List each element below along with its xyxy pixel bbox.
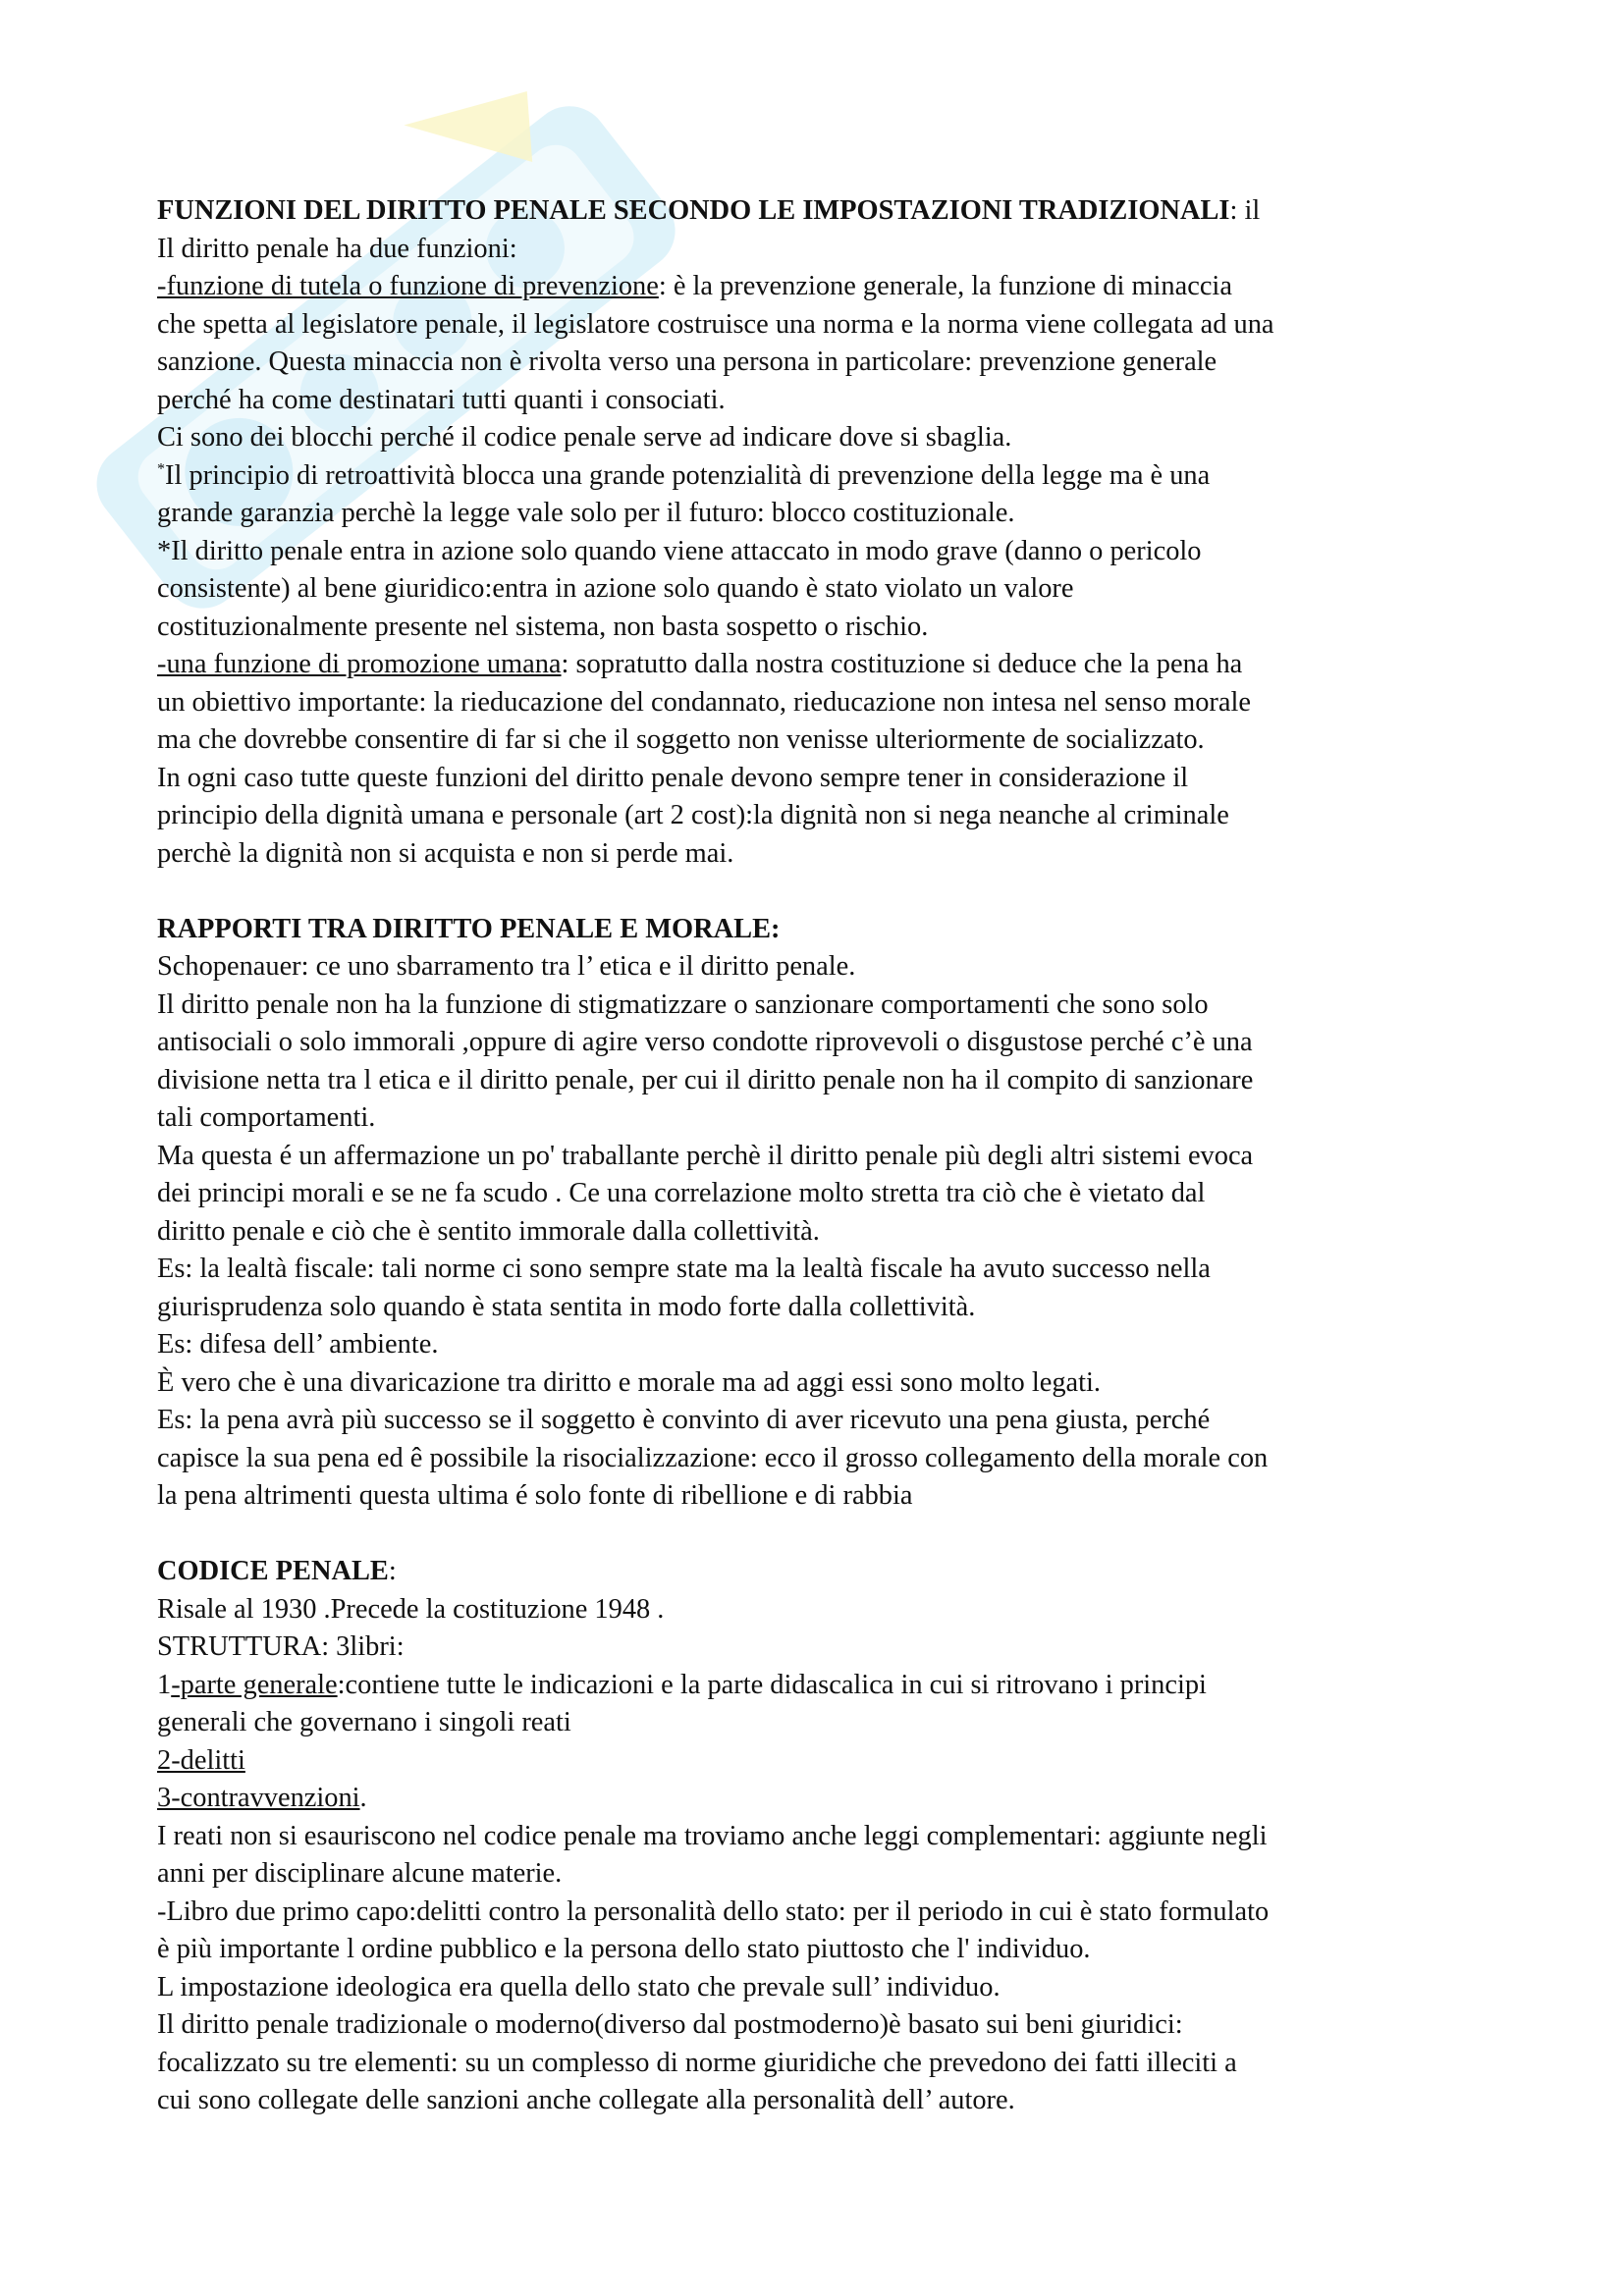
paragraph-line: che spetta al legislatore penale, il legislatore costruisce una norma e la norma viene collegata ad una — [157, 308, 1274, 340]
paragraph-line: Es: difesa dell’ ambiente. — [157, 1329, 439, 1360]
paragraph-line: generali che governano i singoli reati — [157, 1707, 571, 1737]
paragraph-line: capisce la sua pena ed ê possibile la risocializzazione: ecco il grosso collegamento della morale con — [157, 1442, 1269, 1473]
paragraph-line: cui sono collegate delle sanzioni anche collegate alla personalità dell’ autore. — [157, 2085, 1015, 2115]
paragraph-line: -Libro due primo capo:delitti contro la personalità dello stato: per il periodo in cui è stato formulato — [157, 1896, 1270, 1927]
paragraph-line: In ogni caso tutte queste funzioni del diritto penale devono sempre tener in considerazione il — [157, 762, 1189, 793]
section-heading-line: CODICE PENALE: — [157, 1556, 397, 1586]
paragraph-line: 1-parte generale:contiene tutte le indicazioni e la parte didascalica in cui si ritrovano i principi — [157, 1669, 1207, 1700]
document-page — [157, 192, 1492, 2120]
paragraph-line: I reati non si esauriscono nel codice penale ma troviamo anche leggi complementari: aggiunte negli — [157, 1820, 1268, 1851]
paragraph-line: sanzione. Questa minaccia non è rivolta verso una persona in particolare: prevenzione generale — [157, 347, 1217, 377]
paragraph-line: Ma questa é un affermazione un po' traballante perchè il diritto penale più degli altri sistemi evoca — [157, 1140, 1254, 1171]
paragraph-line: Il diritto penale non ha la funzione di stigmatizzare o sanzionare comportamenti che sono solo — [157, 988, 1209, 1020]
paragraph-line: Ci sono dei blocchi perché il codice penale serve ad indicare dove si sbaglia. — [157, 422, 1012, 453]
paragraph-line: perché ha come destinatari tutti quanti i consociati. — [157, 384, 726, 415]
paragraph-line: *Il principio di retroattività blocca una grande potenzialità di prevenzione della legge ma è una — [157, 459, 1211, 491]
section-heading-codice: CODICE PENALE — [157, 1556, 389, 1586]
section-heading-line: FUNZIONI DEL DIRITTO PENALE SECONDO LE IMPOSTAZIONI TRADIZIONALI: il — [157, 195, 1261, 226]
paragraph-line: Risale al 1930 .Precede la costituzione 1948 . — [157, 1593, 665, 1625]
paragraph-line: dei principi morali e se ne fa scudo . Ce una correlazione molto stretta tra ciò che è vietato dal — [157, 1178, 1206, 1208]
paragraph-line: L impostazione ideologica era quella dello stato che prevale sull’ individuo. — [157, 1971, 1001, 2002]
paragraph-line: tali comportamenti. — [157, 1102, 376, 1133]
paragraph-line: divisione netta tra l etica e il diritto penale, per cui il diritto penale non ha il compito di sanzionare — [157, 1064, 1254, 1095]
paragraph-line: ma che dovrebbe consentire di far si che il soggetto non venisse ulteriormente de socializzato. — [157, 724, 1205, 755]
paragraph-line: è più importante l ordine pubblico e la persona dello stato piuttosto che l' individuo. — [157, 1934, 1091, 1964]
paragraph-line: Schopenauer: ce uno sbarramento tra l’ etica e il diritto penale. — [157, 951, 856, 982]
paragraph-line: grande garanzia perchè la legge vale solo per il futuro: blocco costituzionale. — [157, 498, 1015, 528]
paragraph-line: STRUTTURA: 3libri: — [157, 1631, 405, 1662]
underlined-term: -funzione di tutela o funzione di prevenzione — [157, 271, 659, 301]
paragraph-line: -una funzione di promozione umana: sopratutto dalla nostra costituzione si deduce che la pena ha — [157, 649, 1243, 679]
paragraph-line: diritto penale e ciò che è sentito immorale dalla collettività. — [157, 1215, 820, 1247]
paragraph-line: principio della dignità umana e personale (art 2 cost):la dignità non si nega neanche al criminale — [157, 800, 1229, 830]
underlined-term: -una funzione di promozione umana — [157, 649, 562, 679]
paragraph-line: giurisprudenza solo quando è stata sentita in modo forte dalla collettività. — [157, 1291, 976, 1322]
paragraph-gap — [157, 1516, 1492, 1554]
paragraph-line: Es: la lealtà fiscale: tali norme ci sono sempre state ma la lealtà fiscale ha avuto successo nella — [157, 1254, 1211, 1284]
paragraph-line: perchè la dignità non si acquista e non si perde mai. — [157, 837, 734, 869]
paragraph-line: anni per disciplinare alcune materie. — [157, 1858, 563, 1889]
paragraph-line: Il diritto penale tradizionale o moderno(diverso dal postmoderno)è basato sui beni giuridici: — [157, 2009, 1183, 2040]
paragraph-line: Es: la pena avrà più successo se il soggetto è convinto di aver ricevuto una pena giusta, perché — [157, 1405, 1211, 1435]
paragraph-line: È vero che è una divaricazione tra diritto e morale ma ad aggi essi sono molto legati. — [157, 1366, 1101, 1398]
underlined-term: -parte generale — [171, 1669, 338, 1700]
section-heading-funzioni: FUNZIONI DEL DIRITTO PENALE SECONDO LE IMPOSTAZIONI TRADIZIONALI — [157, 195, 1230, 226]
paragraph-line: consistente) al bene giuridico:entra in azione solo quando è stato violato un valore — [157, 573, 1074, 604]
paragraph-line: focalizzato su tre elementi: su un complesso di norme giuridiche che prevedono dei fatti illeciti a — [157, 2047, 1237, 2078]
paragraph-line: -funzione di tutela o funzione di prevenzione: è la prevenzione generale, la funzione di minaccia — [157, 271, 1232, 301]
paragraph-line: antisociali o solo immorali ,oppure di agire verso condotte riprovevoli o disgustose perché c’è una — [157, 1027, 1253, 1057]
footnote-marker: * — [157, 460, 165, 478]
section-heading-rapporti: RAPPORTI TRA DIRITTO PENALE E MORALE: — [157, 913, 781, 944]
paragraph-line: costituzionalmente presente nel sistema, non basta sospetto o rischio. — [157, 611, 929, 642]
paragraph-line: 3-contravvenzioni. — [157, 1783, 367, 1813]
underlined-term: 3-contravvenzioni — [157, 1783, 360, 1813]
paragraph-line: la pena altrimenti questa ultima é solo fonte di ribellione e di rabbia — [157, 1480, 913, 1511]
paragraph-line: *Il diritto penale entra in azione solo quando viene attaccato in modo grave (danno o pericolo — [157, 535, 1202, 566]
paragraph-gap — [157, 873, 1492, 911]
underlined-term: 2-delitti — [157, 1744, 245, 1776]
paragraph-line: Il diritto penale ha due funzioni: — [157, 233, 517, 264]
paragraph-line: un obiettivo importante: la rieducazione del condannato, rieducazione non intesa nel senso morale — [157, 686, 1251, 718]
